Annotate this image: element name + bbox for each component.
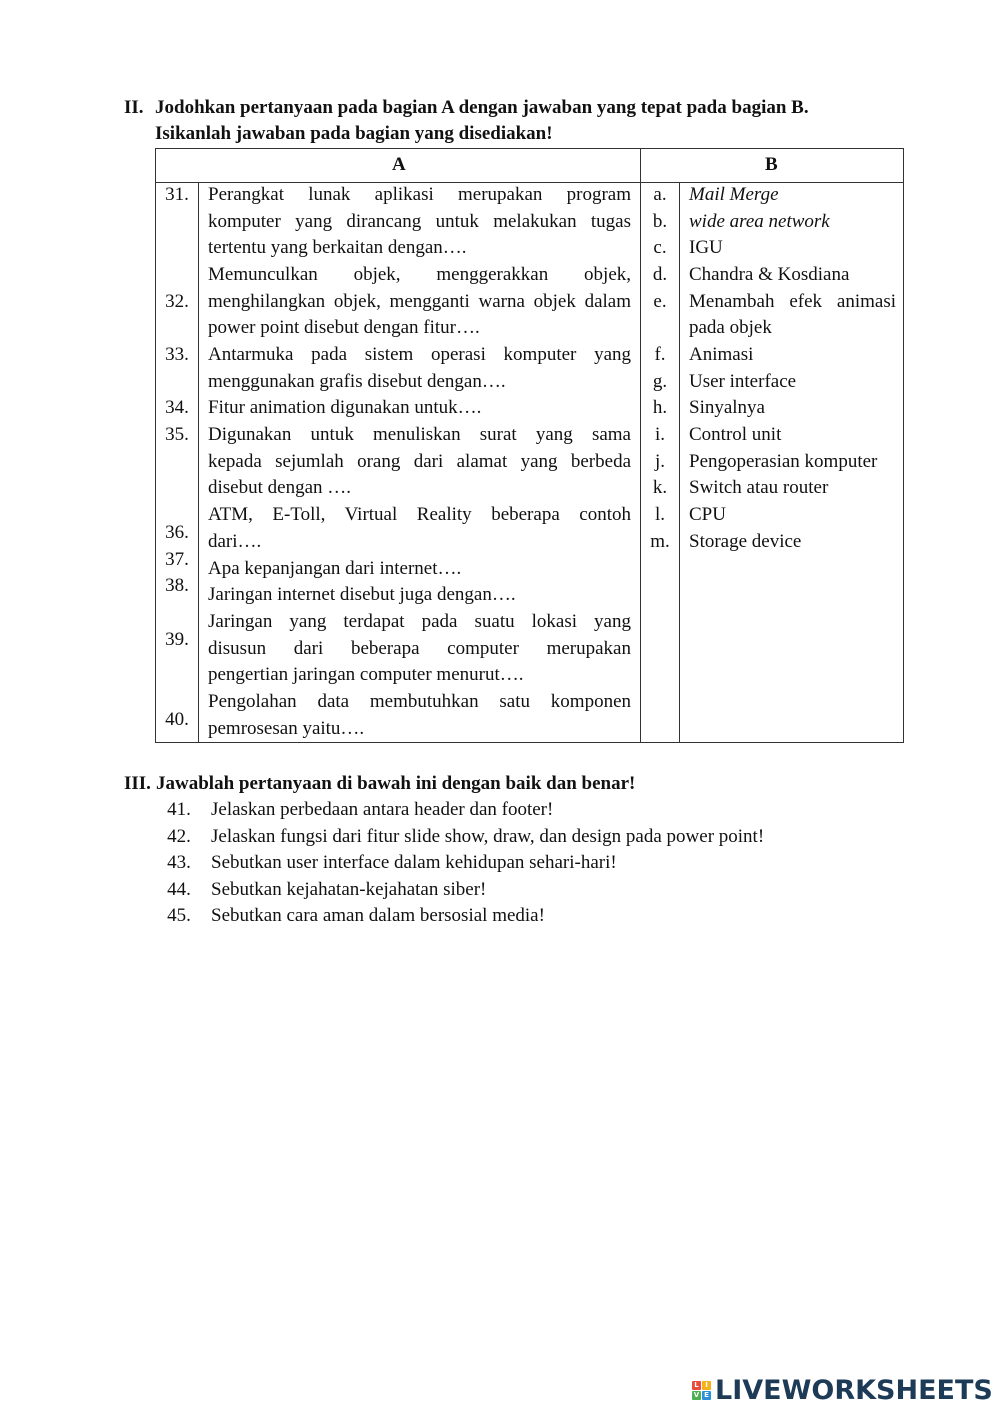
- answer-letter: l.: [654, 504, 666, 525]
- answer-letter: k.: [652, 477, 668, 498]
- answer-letter: d.: [652, 264, 668, 285]
- question-text-line: menggunakan grafis disebut dengan….: [208, 371, 506, 392]
- liveworksheets-logo[interactable]: [692, 1372, 993, 1408]
- essay-question-number: 42.: [167, 826, 191, 847]
- question-number: 33.: [165, 344, 189, 365]
- question-number: 32.: [165, 291, 189, 312]
- answer-text: CPU: [689, 504, 726, 525]
- question-text-line: Apa kepanjangan dari internet….: [208, 558, 462, 579]
- question-text-line: dari….: [208, 531, 262, 552]
- logo-letter-v: V: [693, 1390, 700, 1399]
- essay-question-number: 41.: [167, 799, 191, 820]
- question-text-line: Memunculkan objek, menggerakkan objek,: [208, 264, 631, 285]
- essay-question-text: Jelaskan perbedaan antara header dan footer!: [211, 799, 554, 820]
- essay-question-number: 44.: [167, 879, 191, 900]
- section-2-numeral: II.: [124, 97, 144, 118]
- question-number: 34.: [165, 397, 189, 418]
- table-number-divider: [198, 182, 199, 743]
- answer-text: Menambah efek animasi: [689, 291, 896, 312]
- table-header-divider: [155, 182, 904, 183]
- question-text-line: Antarmuka pada sistem operasi komputer yang: [208, 344, 631, 365]
- question-text-line: Fitur animation digunakan untuk….: [208, 397, 482, 418]
- logo-letter-i: I: [702, 1381, 711, 1390]
- answer-text: User interface: [689, 371, 797, 392]
- section-2-instruction-line1: Jodohkan pertanyaan pada bagian A dengan jawaban yang tepat pada bagian B.: [155, 97, 809, 118]
- answer-letter: f.: [654, 344, 666, 365]
- question-text-line: kepada sejumlah orang dari alamat yang berbeda: [208, 451, 631, 472]
- answer-letter: j.: [654, 451, 666, 472]
- question-number: 39.: [165, 629, 189, 650]
- question-text-line: tertentu yang berkaitan dengan….: [208, 237, 467, 258]
- answer-text: pada objek: [689, 317, 772, 338]
- column-b-header: B: [765, 154, 778, 175]
- answer-text: Sinyalnya: [689, 397, 765, 418]
- question-number: 37.: [165, 549, 189, 570]
- answer-letter: b.: [652, 211, 668, 232]
- question-text-line: Digunakan untuk menuliskan surat yang sama: [208, 424, 631, 445]
- answer-text: Chandra & Kosdiana: [689, 264, 850, 285]
- liveworksheets-icon: [692, 1381, 711, 1400]
- answer-text: Storage device: [689, 531, 802, 552]
- section-3-title: Jawablah pertanyaan di bawah ini dengan baik dan benar!: [156, 773, 636, 794]
- answer-text: Mail Merge: [689, 184, 779, 205]
- question-number: 35.: [165, 424, 189, 445]
- question-text-line: Perangkat lunak aplikasi merupakan program: [208, 184, 631, 205]
- essay-question-number: 43.: [167, 852, 191, 873]
- question-text-line: Jaringan internet disebut juga dengan….: [208, 584, 516, 605]
- answer-text: Animasi: [689, 344, 754, 365]
- question-number: 31.: [165, 184, 189, 205]
- question-text-line: power point disebut dengan fitur….: [208, 317, 480, 338]
- liveworksheets-brand-text: LIVEWORKSHEETS: [715, 1374, 993, 1406]
- answer-text: IGU: [689, 237, 723, 258]
- answer-letter: g.: [652, 371, 668, 392]
- logo-letter-e: E: [702, 1391, 711, 1400]
- question-number: 40.: [165, 709, 189, 730]
- question-text-line: menghilangkan objek, mengganti warna objek dalam: [208, 291, 631, 312]
- question-text-line: Jaringan yang terdapat pada suatu lokasi yang: [208, 611, 631, 632]
- question-text-line: ATM, E-Toll, Virtual Reality beberapa contoh: [208, 504, 631, 525]
- question-text-line: Pengolahan data membutuhkan satu komponen: [208, 691, 631, 712]
- answer-text: Switch atau router: [689, 477, 829, 498]
- answer-letter: e.: [653, 291, 667, 312]
- table-letter-divider: [679, 182, 680, 743]
- essay-question-text: Sebutkan kejahatan-kejahatan siber!: [211, 879, 487, 900]
- essay-question-text: Sebutkan user interface dalam kehidupan sehari-hari!: [211, 852, 617, 873]
- answer-letter: a.: [653, 184, 667, 205]
- answer-letter: m.: [650, 531, 670, 552]
- essay-question-number: 45.: [167, 905, 191, 926]
- question-number: 36.: [165, 522, 189, 543]
- answer-text: wide area network: [689, 211, 830, 232]
- answer-letter: i.: [654, 424, 666, 445]
- question-text-line: komputer yang dirancang untuk melakukan tugas: [208, 211, 631, 232]
- question-text-line: disusun dari beberapa computer merupakan: [208, 638, 631, 659]
- logo-letter-l: L: [692, 1381, 701, 1390]
- answer-text: Pengoperasian komputer: [689, 451, 878, 472]
- question-text-line: pengertian jaringan computer menurut….: [208, 664, 524, 685]
- section-3-numeral: III.: [124, 773, 151, 794]
- section-2-instruction-line2: Isikanlah jawaban pada bagian yang disediakan!: [155, 123, 553, 144]
- question-number: 38.: [165, 575, 189, 596]
- answer-letter: c.: [653, 237, 667, 258]
- answer-text: Control unit: [689, 424, 782, 445]
- essay-question-text: Jelaskan fungsi dari fitur slide show, draw, dan design pada power point!: [211, 826, 765, 847]
- essay-question-text: Sebutkan cara aman dalam bersosial media!: [211, 905, 545, 926]
- answer-letter: h.: [652, 397, 668, 418]
- question-text-line: pemrosesan yaitu….: [208, 718, 365, 739]
- column-a-header: A: [392, 154, 406, 175]
- question-text-line: disebut dengan ….: [208, 477, 352, 498]
